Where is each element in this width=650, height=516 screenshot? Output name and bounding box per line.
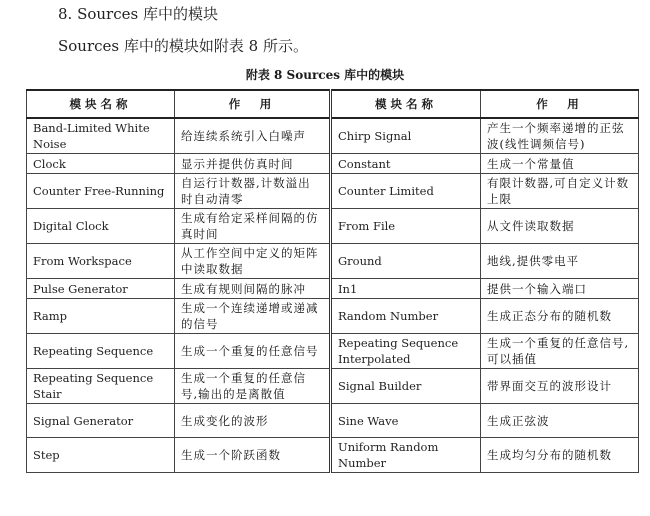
module-name-cell: Random Number	[331, 299, 481, 334]
function-cell: 自运行计数器,计数溢出时自动清零	[175, 174, 331, 209]
table-row	[27, 118, 639, 154]
function-cell: 产生一个频率递增的正弦波(线性调频信号)	[481, 118, 639, 154]
function-cell: 生成正弦波	[481, 404, 639, 438]
table-row	[27, 154, 639, 174]
function-cell: 从工作空间中定义的矩阵中读取数据	[175, 244, 331, 279]
header-module-name-left: 模块名称	[27, 90, 175, 118]
table-row	[27, 369, 639, 404]
table-caption: 附表 8 Sources 库中的模块	[245, 68, 405, 82]
table-row	[27, 334, 639, 369]
module-name-cell: From Workspace	[27, 244, 175, 279]
module-name-cell: Uniform Random Number	[331, 438, 481, 473]
function-cell: 地线,提供零电平	[481, 244, 639, 279]
table-row	[27, 438, 639, 473]
module-name-cell: Repeating Sequence Stair	[27, 369, 175, 404]
section-heading: 8. Sources 库中的模块	[58, 5, 218, 23]
module-name-cell: Counter Free-Running	[27, 174, 175, 209]
module-name-cell: In1	[331, 279, 481, 299]
sources-module-table	[26, 89, 639, 473]
function-cell: 给连续系统引入白噪声	[175, 118, 331, 154]
function-cell: 带界面交互的波形设计	[481, 369, 639, 404]
header-module-name-right: 模块名称	[331, 90, 481, 118]
module-name-cell: Ramp	[27, 299, 175, 334]
module-name-cell: Repeating Sequence	[27, 334, 175, 369]
function-cell: 生成一个重复的任意信号,可以插值	[481, 334, 639, 369]
function-cell: 生成有给定采样间隔的仿真时间	[175, 209, 331, 244]
function-cell: 有限计数器,可自定义计数上限	[481, 174, 639, 209]
header-function-right: 作 用	[481, 90, 639, 118]
table-row	[27, 209, 639, 244]
module-name-cell: Repeating Sequence Interpolated	[331, 334, 481, 369]
module-name-cell: Digital Clock	[27, 209, 175, 244]
module-name-cell: From File	[331, 209, 481, 244]
table-row	[27, 299, 639, 334]
function-cell: 从文件读取数据	[481, 209, 639, 244]
function-cell: 生成一个重复的任意信号	[175, 334, 331, 369]
table-header-row	[27, 90, 639, 118]
module-name-cell: Step	[27, 438, 175, 473]
function-cell: 显示并提供仿真时间	[175, 154, 331, 174]
table-row	[27, 404, 639, 438]
module-name-cell: Signal Generator	[27, 404, 175, 438]
module-name-cell: Band-Limited White Noise	[27, 118, 175, 154]
module-name-cell: Ground	[331, 244, 481, 279]
module-name-cell: Clock	[27, 154, 175, 174]
header-function-left: 作 用	[175, 90, 331, 118]
module-name-cell: Sine Wave	[331, 404, 481, 438]
function-cell: 生成有规则间隔的脉冲	[175, 279, 331, 299]
table-body	[27, 118, 639, 473]
function-cell: 生成一个重复的任意信号,输出的是离散值	[175, 369, 331, 404]
module-name-cell: Constant	[331, 154, 481, 174]
function-cell: 生成变化的波形	[175, 404, 331, 438]
function-cell: 生成一个阶跃函数	[175, 438, 331, 473]
function-cell: 生成正态分布的随机数	[481, 299, 639, 334]
table-row	[27, 244, 639, 279]
function-cell: 生成一个连续递增或递减的信号	[175, 299, 331, 334]
module-name-cell: Signal Builder	[331, 369, 481, 404]
function-cell: 生成一个常量值	[481, 154, 639, 174]
module-name-cell: Counter Limited	[331, 174, 481, 209]
function-cell: 提供一个输入端口	[481, 279, 639, 299]
module-name-cell: Pulse Generator	[27, 279, 175, 299]
table-row	[27, 174, 639, 209]
table-row	[27, 279, 639, 299]
module-name-cell: Chirp Signal	[331, 118, 481, 154]
section-intro: Sources 库中的模块如附表 8 所示。	[58, 37, 308, 55]
function-cell: 生成均匀分布的随机数	[481, 438, 639, 473]
